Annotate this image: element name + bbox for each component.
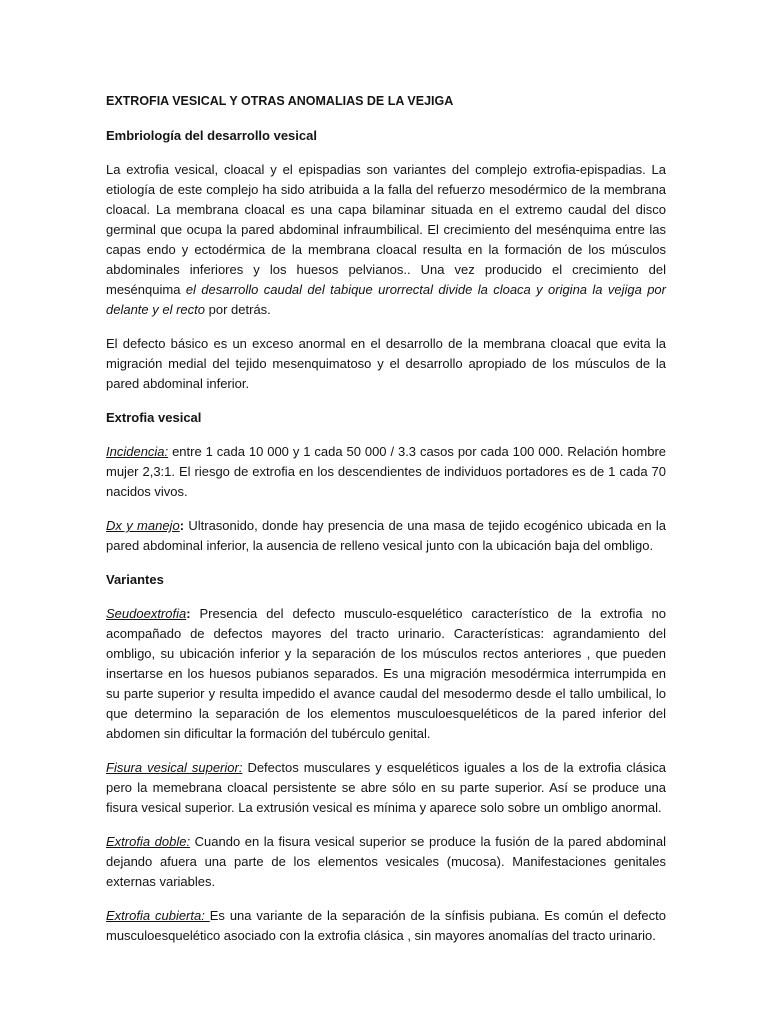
paragraph-italic-text: el desarrollo caudal del tabique urorrectal divide la cloaca y origina la vejiga por delante y el recto	[106, 282, 666, 317]
term-extrofia-doble: Extrofia doble:	[106, 834, 191, 849]
paragraph-text: La extrofia vesical, cloacal y el epispadias son variantes del complejo extrofia-epispadias. La etiología de este complejo ha sido atribuida a la falla del refuerzo mesodérmico de la membrana cloacal. La membrana cloacal es una capa bilaminar situada en el extremo caudal del disco germinal que ocupa la pared abdominal infraumbilical. El crecimiento del mesénquima entre las capas endo y ectodérmica de la membrana cloacal resulta en la formación de los músculos abdominales inferiores y los huesos pelvianos.. Una vez producido el crecimiento del mesénquima	[106, 162, 666, 297]
document-title: EXTROFIA VESICAL Y OTRAS ANOMALIAS DE LA VEJIGA	[106, 94, 454, 108]
cubierta-text: Es una variante de la separación de la sínfisis pubiana. Es común el defecto musculoesquelético asociado con la extrofia clásica , sin mayores anomalías del tracto urinario.	[106, 908, 666, 943]
term-extrofia-cubierta: Extrofia cubierta:	[106, 908, 210, 923]
heading-embriologia: Embriología del desarrollo vesical	[106, 128, 317, 143]
incidencia-text: entre 1 cada 10 000 y 1 cada 50 000 / 3.3 casos por cada 100 000. Relación hombre mujer 2,3:1. El riesgo de extrofia en los descendientes de individuos portadores es de 1 cada 70 nacidos vivos.	[106, 444, 666, 499]
seudo-colon: :	[186, 606, 191, 621]
paragraph-text-end: por detrás.	[208, 302, 271, 317]
paragraph-embriologia	[106, 160, 666, 320]
term-dx-manejo: Dx y manejo	[106, 518, 180, 533]
paragraph-dx-manejo	[106, 516, 666, 556]
seudo-text: Presencia del defecto musculo-esquelético característico de la extrofia no acompañado de defectos mayores del tracto urinario. Características: agrandamiento del ombligo, su ubicación inferior y la separación de los músculos rectos anteriores , que pueden insertarse en los huesos pubianos separados. Es una migración mesodérmica interrumpida en su parte superior y resulta impedido el avance caudal del mesodermo desde el tallo umbilical, lo que determino la separación de los elementos musculoesqueléticos de la pared inferior del abdomen sin dificultar la formación del tubérculo genital.	[106, 606, 666, 741]
paragraph-incidencia	[106, 442, 666, 502]
heading-extrofia-vesical: Extrofia vesical	[106, 410, 202, 425]
dx-text: Ultrasonido, donde hay presencia de una masa de tejido ecogénico ubicada en la pared abdominal inferior, la ausencia de relleno vesical junto con la ubicación baja del ombligo.	[106, 518, 666, 553]
dx-colon: :	[179, 518, 185, 533]
term-seudoextrofia: Seudoextrofia	[106, 606, 187, 621]
paragraph-defecto-basico: El defecto básico es un exceso anormal en el desarrollo de la membrana cloacal que evita la migración medial del tejido mesenquimatoso y el desarrollo apropiado de los músculos de la pared abdominal inferior.	[106, 336, 666, 391]
paragraph-seudoextrofia	[106, 604, 666, 744]
fisura-text: Defectos musculares y esqueléticos iguales a los de la extrofia clásica pero la memebrana cloacal persistente se abre sólo en su parte superior. Así se produce una fisura vesical superior. La extrusión vesical es mínima y aparece solo sobre un ombligo anormal.	[106, 760, 666, 815]
term-incidencia: Incidencia:	[106, 444, 169, 459]
term-fisura-vesical: Fisura vesical superior:	[106, 760, 243, 775]
paragraph-extrofia-doble	[106, 832, 666, 892]
paragraph-fisura-vesical	[106, 758, 666, 818]
doble-text: Cuando en la fisura vesical superior se produce la fusión de la pared abdominal dejando afuera una parte de los elementos vesicales (mucosa). Manifestaciones genitales externas variables.	[106, 834, 666, 889]
heading-variantes: Variantes	[106, 572, 164, 587]
paragraph-extrofia-cubierta	[106, 906, 666, 946]
